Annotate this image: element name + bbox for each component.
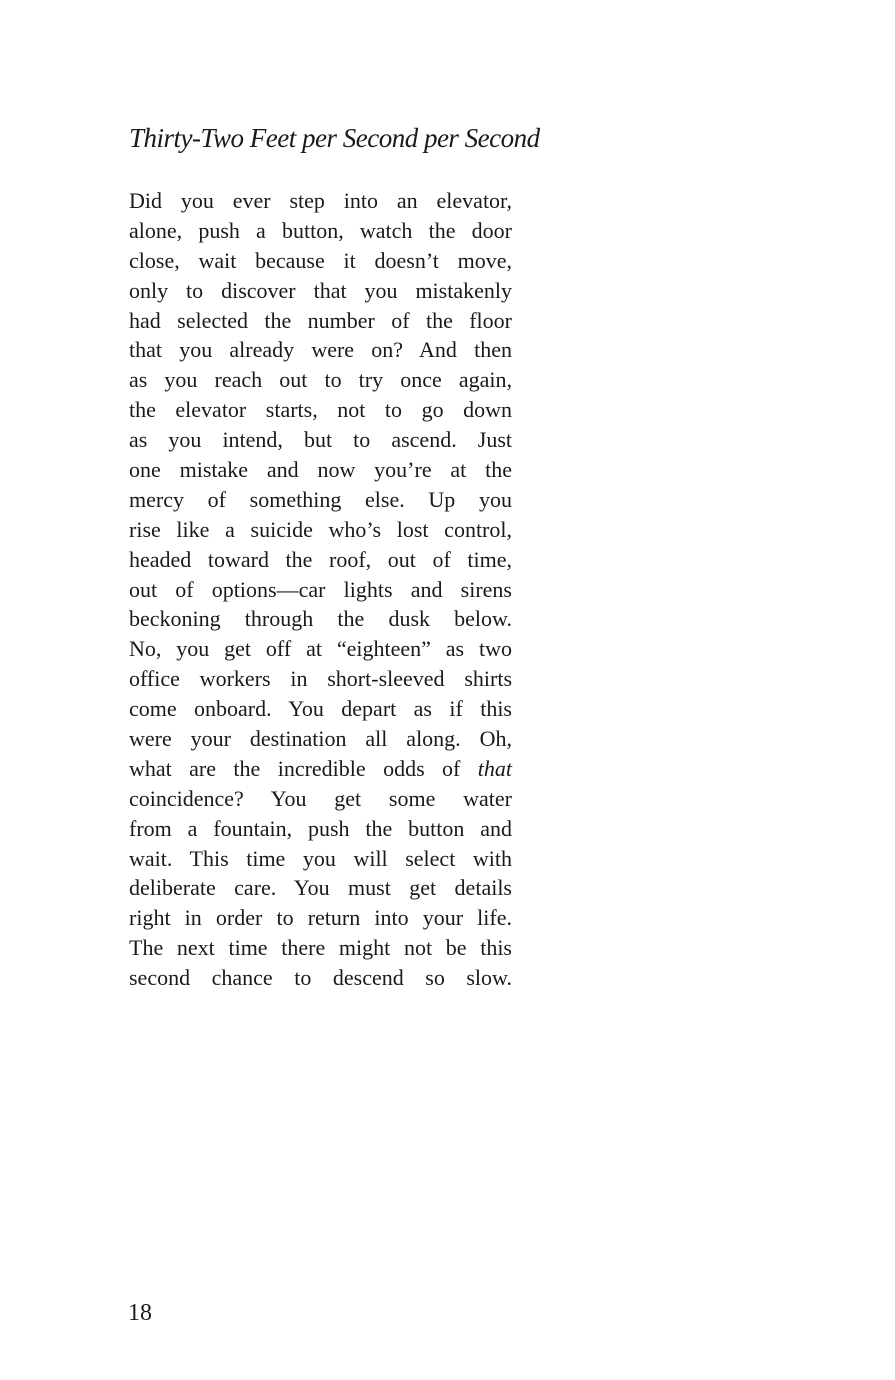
poem-body [129,186,512,993]
poem-line: coincidence? You get some water [129,785,512,811]
poem-line: rise like a suicide who’s lost control, [129,516,512,542]
poem-line: office workers in short-sleeved shirts [129,666,512,692]
poem-line: wait. This time you will select with [129,845,512,871]
poem-line: from a fountain, push the button and [129,815,512,841]
poem-line: The next time there might not be this [129,935,512,961]
poem-title: Thirty-Two Feet per Second per Second [129,123,540,153]
poem-line: only to discover that you mistakenly [129,277,512,303]
poem-line: close, wait because it doesn’t move, [129,247,512,273]
poem-line: headed toward the roof, out of time, [129,546,512,572]
poem-line: Did you ever step into an elevator, [129,188,512,213]
poem-line: No, you get off at “eighteen” as two [129,636,512,662]
poem-line-with-emphasis [129,754,512,784]
poem-line: out of options—car lights and sirens [129,576,512,602]
page-number: 18 [128,1300,152,1326]
poem-line-text: what are the incredible odds of [129,755,478,781]
poem-line: as you intend, but to ascend. Just [129,427,512,453]
poem-line: alone, push a button, watch the door [129,217,512,243]
poem-line: mercy of something else. Up you [129,486,512,512]
poem-line: deliberate care. You must get details [129,875,512,901]
poem-line: one mistake and now you’re at the [129,457,512,483]
poem-line: had selected the number of the floor [129,307,512,333]
poem-line: right in order to return into your life. [129,905,512,931]
poem-line: that you already were on? And then [129,337,512,363]
poem-line: come onboard. You depart as if this [129,696,512,722]
poem-line: second chance to descend so slow. [129,965,512,991]
poem-line: as you reach out to try once again, [129,367,512,393]
poem-line: beckoning through the dusk below. [129,606,512,632]
emphasized-word: that [477,755,512,781]
poem-line: were your destination all along. Oh, [129,726,512,752]
poem-line: the elevator starts, not to go down [129,397,512,423]
